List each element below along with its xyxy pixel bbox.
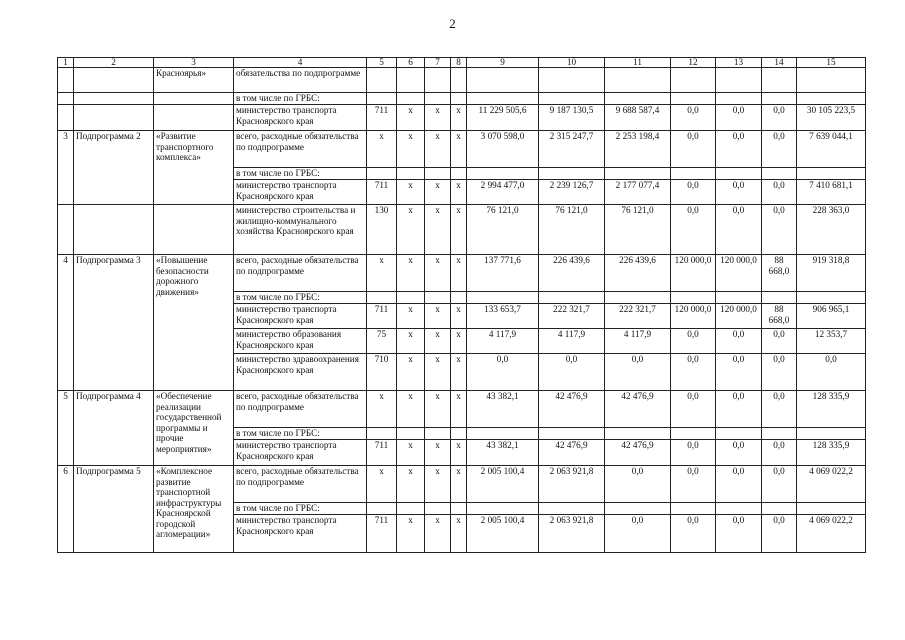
- table-cell: [605, 503, 671, 515]
- table-cell: 5: [58, 391, 74, 466]
- table-cell: 3: [58, 131, 74, 205]
- table-cell: [716, 93, 762, 105]
- table-cell: [467, 68, 539, 93]
- table-cell: [467, 93, 539, 105]
- table-cell: 0,0: [762, 515, 797, 553]
- table-cell: [797, 503, 866, 515]
- table-cell: 0,0: [671, 515, 716, 553]
- table-cell: х: [451, 255, 467, 292]
- table-cell: [154, 205, 234, 255]
- table-cell: 9 187 130,5: [539, 105, 605, 131]
- table-cell: 0,0: [762, 131, 797, 168]
- table-cell: [367, 503, 397, 515]
- table-cell: 43 382,1: [467, 391, 539, 428]
- table-cell: х: [425, 391, 451, 428]
- header-cell: 12: [671, 58, 716, 68]
- table-cell: [716, 503, 762, 515]
- table-cell: [58, 68, 74, 93]
- header-cell: 5: [367, 58, 397, 68]
- table-cell: 0,0: [671, 466, 716, 503]
- table-cell: 0,0: [762, 391, 797, 428]
- table-cell: [605, 428, 671, 440]
- table-cell: 2 239 126,7: [539, 180, 605, 205]
- table-cell: 130: [367, 205, 397, 255]
- table-cell: «Развитие транспортного комплекса»: [154, 131, 234, 205]
- table-cell: «Обеспечение реализации государственной программы и прочие мероприятия»: [154, 391, 234, 466]
- table-cell: [451, 428, 467, 440]
- header-cell: 10: [539, 58, 605, 68]
- table-cell: [425, 503, 451, 515]
- table-cell: [451, 503, 467, 515]
- table-cell: [425, 428, 451, 440]
- table-cell: [671, 428, 716, 440]
- table-cell: 2 994 477,0: [467, 180, 539, 205]
- table-cell: х: [425, 440, 451, 466]
- table-cell: 2 315 247,7: [539, 131, 605, 168]
- table-cell: [58, 205, 74, 255]
- table-cell: министерство транспорта Красноярского края: [234, 440, 367, 466]
- table-cell: [74, 68, 154, 93]
- table-cell: 0,0: [716, 329, 762, 354]
- table-cell: [74, 205, 154, 255]
- table-cell: х: [367, 255, 397, 292]
- table-cell: [671, 292, 716, 304]
- table-row: [58, 131, 866, 168]
- header-row: [58, 58, 866, 68]
- table-cell: [451, 168, 467, 180]
- table-cell: х: [451, 105, 467, 131]
- table-cell: 88 668,0: [762, 304, 797, 329]
- table-cell: [397, 428, 425, 440]
- header-cell: 13: [716, 58, 762, 68]
- table-row: [58, 68, 866, 93]
- table-cell: 4 117,9: [539, 329, 605, 354]
- table-cell: х: [425, 255, 451, 292]
- table-cell: 0,0: [671, 391, 716, 428]
- table-cell: х: [425, 205, 451, 255]
- table-cell: 0,0: [762, 180, 797, 205]
- table-cell: [539, 428, 605, 440]
- table-cell: [58, 93, 74, 105]
- table-cell: 0,0: [671, 105, 716, 131]
- table-cell: 0,0: [467, 354, 539, 391]
- table-cell: 0,0: [716, 466, 762, 503]
- table-cell: 30 105 223,5: [797, 105, 866, 131]
- table-cell: 11 229 505,6: [467, 105, 539, 131]
- table-cell: [671, 503, 716, 515]
- table-cell: 0,0: [762, 329, 797, 354]
- header-cell: 9: [467, 58, 539, 68]
- table-cell: х: [397, 255, 425, 292]
- table-cell: [397, 68, 425, 93]
- table-cell: 0,0: [671, 131, 716, 168]
- table-cell: в том числе по ГРБС:: [234, 93, 367, 105]
- table-cell: 7 639 044,1: [797, 131, 866, 168]
- table-cell: 42 476,9: [539, 440, 605, 466]
- table-cell: [467, 292, 539, 304]
- table-cell: 0,0: [539, 354, 605, 391]
- table-cell: [671, 68, 716, 93]
- table-cell: 0,0: [671, 354, 716, 391]
- table-cell: 2 177 077,4: [605, 180, 671, 205]
- table-cell: [762, 428, 797, 440]
- table-cell: 222 321,7: [539, 304, 605, 329]
- table-cell: [605, 168, 671, 180]
- table-cell: [539, 292, 605, 304]
- table-cell: 0,0: [716, 105, 762, 131]
- table-cell: обязательства по подпрограмме: [234, 68, 367, 93]
- table-cell: [797, 168, 866, 180]
- table-cell: х: [451, 304, 467, 329]
- header-cell: 15: [797, 58, 866, 68]
- table-cell: х: [451, 515, 467, 553]
- table-cell: [425, 93, 451, 105]
- table-cell: 919 318,8: [797, 255, 866, 292]
- table-cell: [716, 68, 762, 93]
- table-cell: х: [367, 391, 397, 428]
- table-cell: 0,0: [762, 354, 797, 391]
- table-cell: 711: [367, 105, 397, 131]
- table-cell: х: [397, 105, 425, 131]
- table-cell: х: [425, 466, 451, 503]
- table-cell: министерство здравоохранения Красноярского края: [234, 354, 367, 391]
- table-cell: Подпрограмма 4: [74, 391, 154, 466]
- table-cell: [451, 292, 467, 304]
- table-cell: 42 476,9: [605, 391, 671, 428]
- table-cell: х: [425, 180, 451, 205]
- table-cell: [716, 168, 762, 180]
- table-cell: всего, расходные обязательства по подпрограмме: [234, 466, 367, 503]
- table-cell: [539, 503, 605, 515]
- table-cell: [367, 428, 397, 440]
- table-cell: х: [425, 329, 451, 354]
- table-cell: министерство транспорта Красноярского края: [234, 304, 367, 329]
- table-cell: [397, 292, 425, 304]
- table-cell: [762, 503, 797, 515]
- header-cell: 6: [397, 58, 425, 68]
- table-cell: [367, 168, 397, 180]
- table-row: [58, 93, 866, 105]
- table-cell: 2 005 100,4: [467, 466, 539, 503]
- table-cell: х: [451, 205, 467, 255]
- table-cell: х: [451, 354, 467, 391]
- table-cell: 226 439,6: [605, 255, 671, 292]
- table-cell: х: [425, 354, 451, 391]
- table-cell: х: [397, 354, 425, 391]
- table-cell: 711: [367, 440, 397, 466]
- table-cell: [605, 68, 671, 93]
- table-cell: [451, 68, 467, 93]
- table-cell: 75: [367, 329, 397, 354]
- table-cell: х: [425, 304, 451, 329]
- table-cell: [762, 93, 797, 105]
- table-cell: в том числе по ГРБС:: [234, 292, 367, 304]
- table-cell: 76 121,0: [539, 205, 605, 255]
- table-cell: х: [425, 105, 451, 131]
- table-row: [58, 391, 866, 428]
- table-cell: 0,0: [762, 466, 797, 503]
- table-body: [58, 58, 866, 553]
- table-cell: [716, 428, 762, 440]
- table-cell: [467, 503, 539, 515]
- table-cell: 0,0: [762, 440, 797, 466]
- page-number: 2: [449, 16, 456, 31]
- table-cell: 4 117,9: [605, 329, 671, 354]
- table-cell: Подпрограмма 2: [74, 131, 154, 205]
- table-cell: [797, 428, 866, 440]
- table-cell: [154, 93, 234, 105]
- table-cell: 120 000,0: [716, 255, 762, 292]
- table-cell: 4 069 022,2: [797, 466, 866, 503]
- table-cell: 0,0: [605, 515, 671, 553]
- table-cell: 711: [367, 515, 397, 553]
- table-cell: 128 335,9: [797, 440, 866, 466]
- table-cell: 76 121,0: [467, 205, 539, 255]
- table-cell: 0,0: [716, 354, 762, 391]
- table-cell: х: [451, 131, 467, 168]
- table-cell: [425, 168, 451, 180]
- header-cell: 4: [234, 58, 367, 68]
- table-cell: [367, 292, 397, 304]
- table-row: [58, 466, 866, 503]
- table-cell: 0,0: [716, 131, 762, 168]
- table-cell: х: [397, 329, 425, 354]
- table-cell: всего, расходные обязательства по подпрограмме: [234, 255, 367, 292]
- table-cell: 6: [58, 466, 74, 553]
- table-cell: 2 005 100,4: [467, 515, 539, 553]
- table-cell: министерство образования Красноярского края: [234, 329, 367, 354]
- table-cell: х: [451, 391, 467, 428]
- table-cell: 0,0: [716, 205, 762, 255]
- table-cell: в том числе по ГРБС:: [234, 168, 367, 180]
- table-cell: 906 965,1: [797, 304, 866, 329]
- table-cell: всего, расходные обязательства по подпрограмме: [234, 391, 367, 428]
- table-cell: Подпрограмма 5: [74, 466, 154, 553]
- table-cell: 226 439,6: [539, 255, 605, 292]
- table-cell: «Комплексное развитие транспортной инфраструктуры Красноярской городской агломерации»: [154, 466, 234, 553]
- table-cell: х: [425, 515, 451, 553]
- table-cell: Подпрограмма 3: [74, 255, 154, 391]
- table-cell: 120 000,0: [671, 255, 716, 292]
- table-cell: [397, 168, 425, 180]
- table-cell: 4: [58, 255, 74, 391]
- table-row: [58, 255, 866, 292]
- table-cell: [467, 428, 539, 440]
- table-cell: 9 688 587,4: [605, 105, 671, 131]
- table-cell: 4 069 022,2: [797, 515, 866, 553]
- table-cell: [605, 93, 671, 105]
- table-cell: 42 476,9: [539, 391, 605, 428]
- table-cell: 711: [367, 180, 397, 205]
- table-cell: [74, 105, 154, 131]
- table-cell: всего, расходные обязательства по подпрограмме: [234, 131, 367, 168]
- header-cell: 8: [451, 58, 467, 68]
- table-cell: 0,0: [605, 354, 671, 391]
- table-cell: 222 321,7: [605, 304, 671, 329]
- table-cell: 7 410 681,1: [797, 180, 866, 205]
- table-cell: в том числе по ГРБС:: [234, 428, 367, 440]
- table-cell: х: [397, 440, 425, 466]
- table-cell: [539, 168, 605, 180]
- table-cell: 0,0: [716, 391, 762, 428]
- table-cell: 0,0: [605, 466, 671, 503]
- table-cell: 120 000,0: [716, 304, 762, 329]
- table-cell: х: [451, 466, 467, 503]
- table-cell: х: [451, 440, 467, 466]
- table-cell: [397, 503, 425, 515]
- table-cell: х: [397, 466, 425, 503]
- table-cell: «Повышение безопасности дорожного движения»: [154, 255, 234, 391]
- table-cell: [797, 292, 866, 304]
- header-cell: 1: [58, 58, 74, 68]
- table-cell: 0,0: [716, 515, 762, 553]
- table-cell: 228 363,0: [797, 205, 866, 255]
- table-cell: 0,0: [762, 205, 797, 255]
- table-cell: 76 121,0: [605, 205, 671, 255]
- table-cell: [425, 292, 451, 304]
- table-cell: [74, 93, 154, 105]
- table-cell: [539, 93, 605, 105]
- table-cell: [467, 168, 539, 180]
- table-cell: х: [451, 180, 467, 205]
- table-cell: 4 117,9: [467, 329, 539, 354]
- table-row: [58, 205, 866, 255]
- table-cell: [451, 93, 467, 105]
- table-cell: 0,0: [671, 180, 716, 205]
- header-cell: 2: [74, 58, 154, 68]
- table-cell: 88 668,0: [762, 255, 797, 292]
- table-cell: в том числе по ГРБС:: [234, 503, 367, 515]
- table-cell: 711: [367, 304, 397, 329]
- budget-table: [57, 57, 866, 553]
- table-cell: х: [397, 515, 425, 553]
- table-cell: министерство транспорта Красноярского края: [234, 515, 367, 553]
- table-cell: 133 653,7: [467, 304, 539, 329]
- table-cell: [762, 68, 797, 93]
- table-cell: министерство транспорта Красноярского края: [234, 105, 367, 131]
- table-cell: 137 771,6: [467, 255, 539, 292]
- table-cell: 0,0: [671, 205, 716, 255]
- table-cell: 2 253 198,4: [605, 131, 671, 168]
- table-cell: [154, 105, 234, 131]
- table-cell: х: [451, 329, 467, 354]
- header-cell: 14: [762, 58, 797, 68]
- table-cell: х: [397, 131, 425, 168]
- header-cell: 11: [605, 58, 671, 68]
- table-cell: министерство строительства и жилищно-коммунального хозяйства Красноярского края: [234, 205, 367, 255]
- table-cell: х: [397, 391, 425, 428]
- table-cell: 120 000,0: [671, 304, 716, 329]
- table-cell: 128 335,9: [797, 391, 866, 428]
- table-cell: 0,0: [671, 440, 716, 466]
- table-cell: [367, 68, 397, 93]
- table-cell: [367, 93, 397, 105]
- table-cell: х: [397, 304, 425, 329]
- table-cell: [671, 93, 716, 105]
- table-cell: х: [367, 466, 397, 503]
- table-cell: 0,0: [797, 354, 866, 391]
- table-cell: 2 063 921,8: [539, 515, 605, 553]
- table-cell: х: [367, 131, 397, 168]
- table-cell: [716, 292, 762, 304]
- header-cell: 7: [425, 58, 451, 68]
- table-cell: [58, 105, 74, 131]
- table-cell: [539, 68, 605, 93]
- table-cell: х: [397, 205, 425, 255]
- table-cell: [425, 68, 451, 93]
- table-cell: [797, 68, 866, 93]
- table-cell: 0,0: [762, 105, 797, 131]
- table-cell: х: [397, 180, 425, 205]
- table-cell: [762, 168, 797, 180]
- table-cell: 12 353,7: [797, 329, 866, 354]
- table-cell: Красноярья»: [154, 68, 234, 93]
- table-cell: министерство транспорта Красноярского края: [234, 180, 367, 205]
- table-row: [58, 105, 866, 131]
- table-cell: х: [425, 131, 451, 168]
- table-cell: [797, 93, 866, 105]
- table-cell: 2 063 921,8: [539, 466, 605, 503]
- table-cell: [605, 292, 671, 304]
- table-cell: 0,0: [671, 329, 716, 354]
- header-cell: 3: [154, 58, 234, 68]
- table-cell: 42 476,9: [605, 440, 671, 466]
- table-cell: 43 382,1: [467, 440, 539, 466]
- table-cell: [671, 168, 716, 180]
- table-cell: [762, 292, 797, 304]
- table-cell: [397, 93, 425, 105]
- table-cell: 3 070 598,0: [467, 131, 539, 168]
- table-cell: 710: [367, 354, 397, 391]
- table-cell: 0,0: [716, 440, 762, 466]
- table-cell: 0,0: [716, 180, 762, 205]
